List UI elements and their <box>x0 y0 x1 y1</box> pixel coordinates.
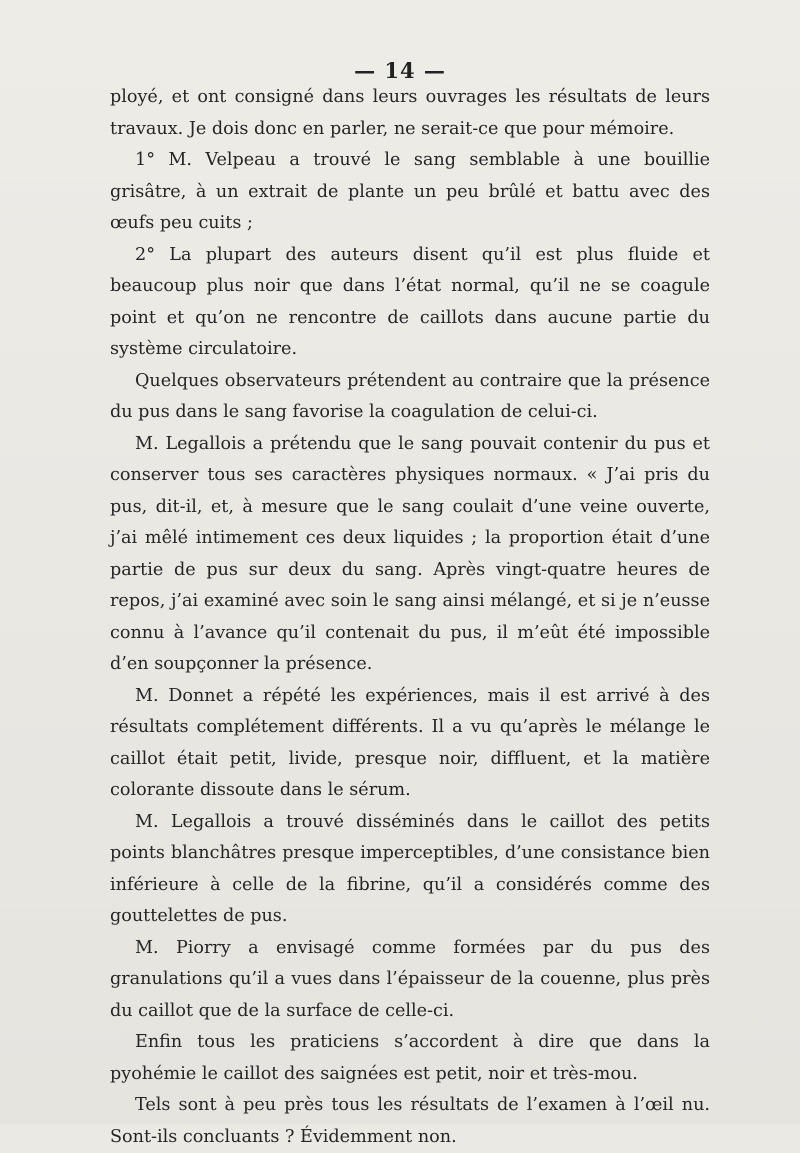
paragraph: 1° M. Velpeau a trouvé le sang semblable à une bouillie grisâtre, à un extrait de plante un peu brûlé et battu avec des œufs peu cuits ; <box>110 150 710 233</box>
paragraph: Tels sont à peu près tous les résultats de l’examen à l’œil nu. Sont-ils concluants ? Évidemment non. <box>110 1095 710 1147</box>
paragraph: M. Piorry a envisagé comme formées par du pus des granulations qu’il a vues dans l’épaisseur de la couenne, plus près du caillot que de la surface de celle-ci. <box>110 937 710 1021</box>
body-text <box>110 82 710 1153</box>
paragraph: Quelques observateurs prétendent au contraire que la présence du pus dans le sang favorise la coagulation de celui-ci. <box>110 370 710 422</box>
paragraph: 2° La plupart des auteurs disent qu’il est plus fluide et beaucoup plus noir que dans l’état normal, qu’il ne se coagule point et qu’on ne rencontre de caillots dans aucune partie du système circulatoire. <box>110 244 710 359</box>
paragraph: M. Donnet a répété les expériences, mais il est arrivé à des résultats complétement différents. Il a vu qu’après le mélange le caillot était petit, livide, presque noir, diffluent, et la matière colorante dissoute dans le sérum. <box>110 685 710 800</box>
paragraph: ployé, et ont consigné dans leurs ouvrages les résultats de leurs travaux. Je dois donc en parler, ne serait-ce que pour mémoire. <box>110 87 710 139</box>
paragraph: Enfin tous les praticiens s’accordent à dire que dans la pyohémie le caillot des saignées est petit, noir et très-mou. <box>110 1032 710 1084</box>
paragraph: M. Legallois a trouvé disséminés dans le caillot des petits points blanchâtres presque imperceptibles, d’une consistance bien inférieure à celle de la fibrine, qu’il a considérés comme des gouttelettes de pus. <box>110 811 710 926</box>
page-number: — 14 — <box>354 58 446 83</box>
paragraph: M. Legallois a prétendu que le sang pouvait contenir du pus et conserver tous ses caractères physiques normaux. « J’ai pris du pus, dit-il, et, à mesure que le sang coulait d’une veine ouverte, j’ai mêlé intimement ces deux liquides ; la proportion était d’une partie de pus sur deux du sang. Après vingt-quatre heures de repos, j’ai examiné avec soin le sang ainsi mélangé, et si je n’eusse connu à l’avance qu’il contenait du pus, il m’eût été impossible d’en soupçonner la présence. <box>110 433 710 674</box>
